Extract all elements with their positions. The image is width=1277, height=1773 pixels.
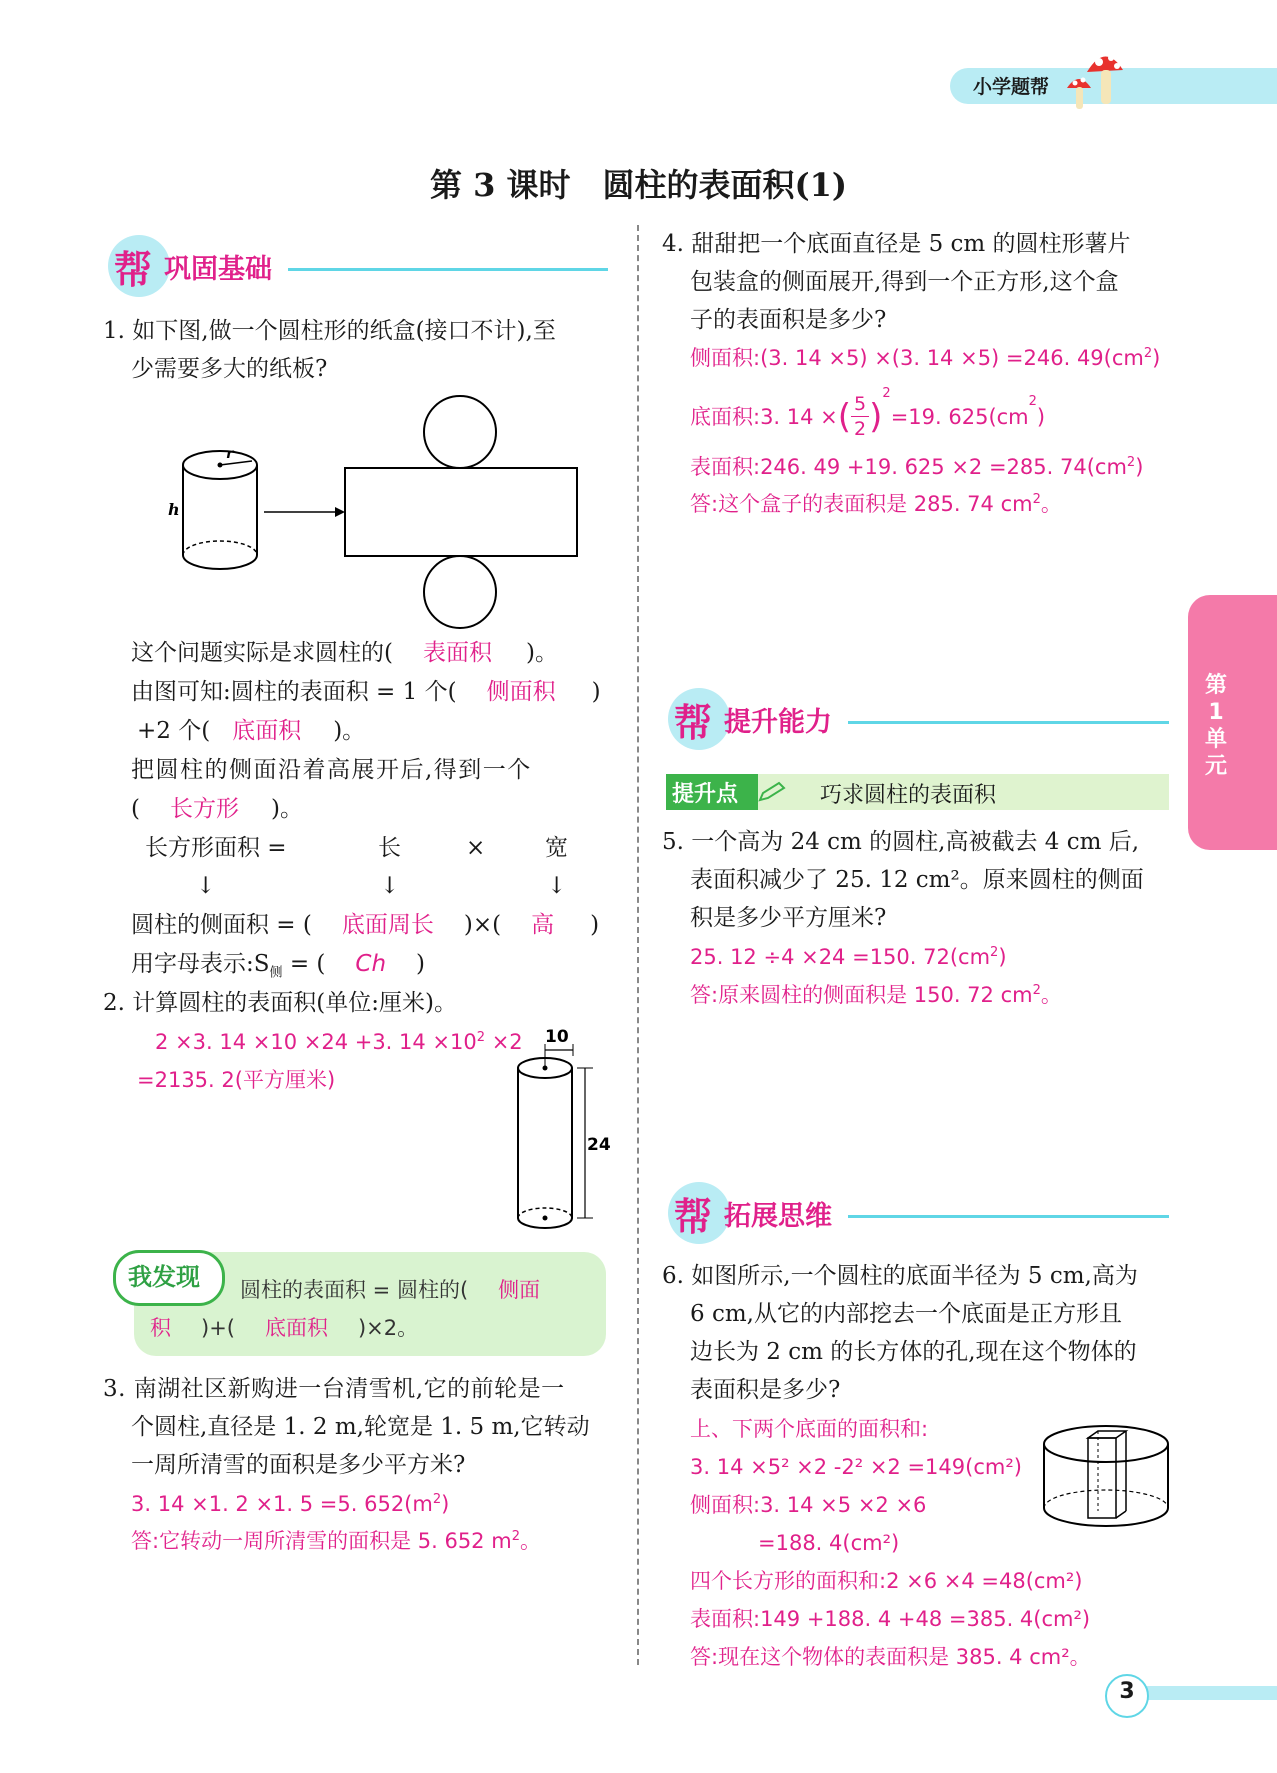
paren-close: ) [869,396,883,437]
q3-ans2: 答:它转动一周所清雪的面积是 5. 652 m [131,1529,512,1553]
q6-answer7: 答:现在这个物体的表面积是 385. 4 cm²。 [690,1645,1091,1669]
q2-ans1: 2 ×3. 14 ×10 ×24 +3. 14 ×10 [155,1030,477,1054]
width-label: 宽 [545,835,568,861]
brand-name: 小学题帮 [973,76,1050,98]
q6-answer3: 侧面积:3. 14 ×5 ×2 ×6 [690,1493,927,1517]
q3-ans2-sup: 2 [511,1529,520,1544]
q6-line1: 6. 如图所示,一个圆柱的底面半径为 5 cm,高为 [662,1263,1138,1289]
q3-line1: 3. 南湖社区新购进一台清雪机,它的前轮是一 [103,1376,565,1402]
section-improve-header [668,688,1169,748]
unit-label: 第1单元 [1204,673,1227,779]
radius-label: r [226,446,234,462]
q3-line2: 个圆柱,直径是 1. 2 m,轮宽是 1. 5 m,它转动 [131,1414,590,1440]
tip-text: 巧求圆柱的表面积 [820,783,997,808]
q5-answer1 [690,938,1007,976]
q1-fill3 [137,712,365,751]
q1-fill1 [131,634,558,673]
q3-line3: 一周所清雪的面积是多少平方米? [131,1452,466,1478]
rect-area-label: 长方形面积 = [145,835,287,861]
down-arrow-icon: ↓ [380,873,400,899]
q5-line3: 积是多少平方厘米? [690,905,887,931]
fill3-text: +2 个( [137,718,211,744]
height-label: h [168,500,180,519]
q6-answer4: =188. 4(cm²) [758,1531,900,1555]
q4-sup: 2 [1126,455,1136,470]
q6-line2: 6 cm,从它的内部挖去一个底面是正方形且 [690,1301,1122,1327]
page-number: 3 [1119,1679,1135,1704]
side-dimension-label: 24 [587,1135,611,1155]
q6-answer1: 上、下两个底面的面积和: [690,1417,929,1441]
times-sign: × [466,835,486,861]
discovery-answer1-cont: 积 [150,1316,171,1340]
hollow-cylinder-diagram [1036,1422,1176,1532]
q2-answer-line2: =2135. 2(平方厘米) [137,1068,336,1092]
fill3-answer: 底面积 [232,718,302,744]
q6-answer5: 四个长方形的面积和:2 ×6 ×4 =48(cm²) [690,1569,1083,1593]
q4-answer1 [690,339,1160,377]
length-label: 长 [378,835,401,861]
q5-line1: 5. 一个高为 24 cm 的圆柱,高被截去 4 cm 后, [662,829,1140,855]
section-rule [288,268,608,271]
top-dimension-label: 10 [545,1027,569,1047]
fill1-text: 这个问题实际是求圆柱的( [131,640,393,666]
fill6-answer1: 底面周长 [341,912,434,938]
q6-line4: 表面积是多少? [690,1377,841,1403]
discovery-end: )×2。 [357,1316,419,1340]
fill6-text: 圆柱的侧面积 = ( [131,912,312,938]
fraction-numerator: 5 [851,392,869,417]
q3-answer1 [131,1485,449,1523]
q4-ans3: 表面积:246. 49 +19. 625 ×2 =285. 74(cm [690,455,1127,479]
discovery-line1 [240,1271,540,1309]
q1-fill6 [131,906,599,945]
fill5-answer: 长方形 [169,796,239,822]
q5-close: ) [998,945,1007,969]
pencil-icon [757,780,789,804]
section-title: 拓展思维 [724,1201,832,1232]
q5-period: 。 [1040,983,1062,1007]
q3-ans1: 3. 14 ×1. 2 ×1. 5 =5. 652(m [131,1492,433,1516]
q5-ans1: 25. 12 ÷4 ×24 =150. 72(cm [690,945,991,969]
q1-fill4: 把圆柱的侧面沿着高展开后,得到一个 [131,757,532,783]
fill1-answer: 表面积 [422,640,492,666]
q4-close: ) [1135,455,1144,479]
q1-line1: 1. 如下图,做一个圆柱形的纸盒(接口不计),至 [103,318,556,344]
down-arrow-icon: ↓ [196,873,216,899]
q5-answer2 [690,976,1062,1014]
q2-ans1-sup: 2 [476,1030,486,1045]
down-arrow-icon: ↓ [547,873,567,899]
discovery-mid: )+( [201,1316,235,1340]
discovery-badge-label: 我发现 [128,1263,200,1291]
page-title: 第 3 课时 圆柱的表面积(1) [429,166,848,204]
section-title: 巩固基础 [164,254,272,285]
q1-line2: 少需要多大的纸板? [131,356,328,382]
fraction-denominator: 2 [854,418,867,440]
q3-ans1-end: ) [441,1492,450,1516]
section-badge-label: 帮 [674,701,713,745]
fraction [851,392,869,441]
q1-fill7 [131,945,425,984]
q4-answer3 [690,448,1143,486]
q4-close: ) [1152,346,1161,370]
fill7-close: ) [416,951,426,977]
q3-answer2 [131,1522,541,1560]
discovery-answer1: 侧面 [498,1278,541,1302]
q1-fill2 [131,673,601,712]
q5-line2: 表面积减少了 25. 12 cm²。原来圆柱的侧面 [690,867,1144,893]
fill7-text: 用字母表示:S [131,951,270,977]
q4-ans2-post: =19. 625(cm [890,404,1029,429]
discovery-text1: 圆柱的表面积 = 圆柱的( [240,1278,469,1302]
section-rule [848,721,1169,724]
fill6-close: ) [590,912,600,938]
fill5-close: )。 [270,796,303,822]
fill3-close: )。 [333,718,366,744]
q4-line2: 包装盒的侧面展开,得到一个正方形,这个盒 [690,269,1119,295]
paren-open: ( [837,396,852,437]
q4-sup: 2 [1032,492,1041,507]
q6-answer2: 3. 14 ×5² ×2 -2² ×2 =149(cm²) [690,1455,1022,1479]
q4-line1: 4. 甜甜把一个底面直径是 5 cm 的圆柱形薯片 [662,231,1131,257]
section-rule [848,1215,1169,1218]
q6-answer6: 表面积:149 +188. 4 +48 =385. 4(cm²) [690,1607,1091,1631]
discovery-line2 [150,1309,418,1347]
fill6-answer2: 高 [531,912,555,938]
fill2-answer: 侧面积 [486,679,556,705]
fill1-close: )。 [525,640,558,666]
section-title: 提升能力 [724,707,832,738]
section-badge-label: 帮 [114,248,153,292]
fill2-text: 由图可知:圆柱的表面积 = 1 个( [131,679,457,705]
section-basic-header [108,235,608,295]
q5-sup: 2 [990,945,999,960]
cylinder-diagram [505,1020,611,1235]
page-number-bar [1133,1686,1277,1700]
fill7-mid: = ( [282,951,326,977]
tip-badge-label: 提升点 [672,782,739,807]
q4-answer4 [690,485,1062,523]
q4-sup: 2 [1143,346,1153,361]
q2-ans1-end: ×2 [485,1030,523,1054]
q2-answer-line1 [155,1023,523,1061]
fill2-close: ) [591,679,601,705]
fill5-open: ( [131,796,140,822]
q4-line3: 子的表面积是多少? [690,307,887,333]
q4-close: ) [1036,404,1046,429]
q5-sup: 2 [1032,983,1041,998]
q3-ans1-sup: 2 [432,1492,442,1507]
q4-ans1: 侧面积:(3. 14 ×5) ×(3. 14 ×5) =246. 49(cm [690,346,1144,370]
q5-ans2: 答:原来圆柱的侧面积是 150. 72 cm [690,983,1033,1007]
q4-answer2: 底面积:3. 14 × ( $\frac{5}{2}$ ) 2 =19. 625(cm 2 ) [690,386,1046,440]
column-divider [637,225,639,1665]
fill6-mid: )×( [463,912,502,938]
fill7-sub: 侧 [269,965,283,981]
q4-period: 。 [1040,492,1062,516]
q4-ans4: 答:这个盒子的表面积是 285. 74 cm [690,492,1033,516]
cylinder-net-diagram [160,395,590,635]
mushroom-icon [1065,44,1145,116]
q3-ans2-end: 。 [519,1529,541,1553]
fill7-answer: Ch [355,951,387,977]
discovery-answer2: 底面积 [264,1316,328,1340]
section-badge-label: 帮 [674,1195,713,1239]
q6-line3: 边长为 2 cm 的长方体的孔,现在这个物体的 [690,1339,1137,1365]
q4-ans2-pre: 底面积:3. 14 × [690,404,838,429]
section-extend-header [668,1182,1169,1242]
q1-fill5 [131,790,303,829]
q2-text: 2. 计算圆柱的表面积(单位:厘米)。 [103,990,457,1016]
